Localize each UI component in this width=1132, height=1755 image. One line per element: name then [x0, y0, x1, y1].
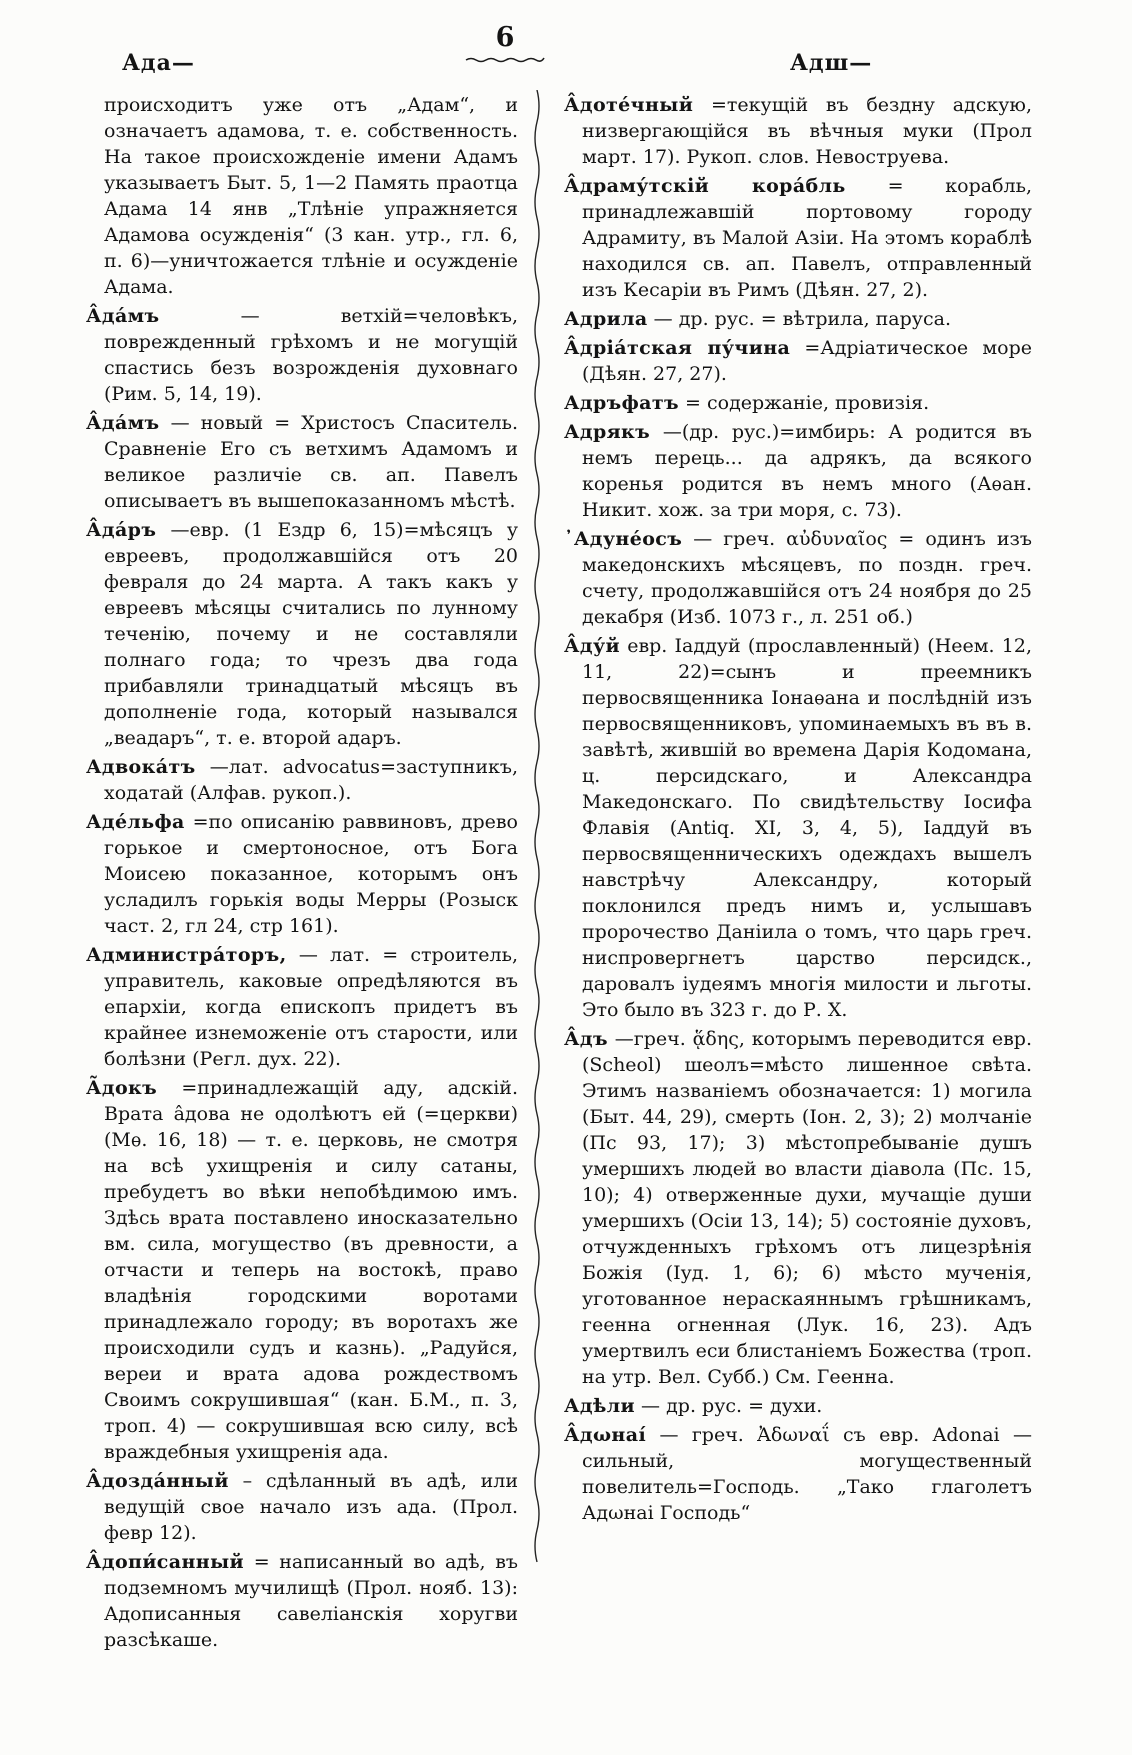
entry-body: —лат. advocatus=заступникъ, ходатай (Алфав. рукоп.). [104, 756, 518, 804]
dictionary-entry [564, 390, 1032, 416]
entry-headword: А̂драму́тскій кора́бль [564, 175, 846, 197]
dictionary-entry [564, 526, 1032, 630]
entry-body: = написанный во адѣ, въ подземномъ мучилищѣ (Прол. нояб. 13): Адописанныя савеліанскія хоругви разсѣкаше. [104, 1551, 518, 1651]
entry-body: — ветхій=человѣкъ, поврежденный грѣхомъ и не могущій спастись безъ возрожденія духовнаго (Рим. 5, 14, 19). [104, 305, 519, 405]
dictionary-entry [86, 303, 518, 407]
entry-headword: ᾿Адуне́осъ [564, 528, 683, 550]
left-column [86, 92, 518, 1656]
entry-body: – сдѣланный въ адѣ, или ведущій свое начало изъ ада. (Прол. февр 12). [104, 1470, 519, 1544]
dictionary-entry [564, 419, 1032, 523]
entry-body: происходитъ уже отъ „Адам“, и означаетъ адамова, т. е. собственность. На такое происхожденіе имени Адамъ указываетъ Быт. 5, 1—2 Память праотца Адама 14 янв „Тлѣніе упражняется Адамова осужденія“ (3 кан. утр., гл. 6, п. 6)—уничтожается тлѣніе и осужденіе Адама. [104, 94, 518, 298]
entry-body: — др. рус. = духи. [641, 1395, 823, 1417]
dictionary-entry [564, 1026, 1032, 1390]
entry-headword: Адвока́тъ [86, 756, 196, 778]
entry-headword: А̂дъ [564, 1028, 608, 1050]
entry-headword: Адръфатъ [564, 392, 679, 414]
dictionary-entry [86, 809, 518, 939]
entry-headword: А̂да́ръ [86, 519, 157, 541]
entry-body: — греч. αὐδυναῖος = одинъ изъ македонскихъ мѣсяцевъ, по поздн. греч. счету, продолжавшійся отъ 24 ноября до 25 декабря (Изб. 1073 г., л. 251 об.) [582, 528, 1033, 628]
dictionary-entry [564, 92, 1032, 170]
page-number: 6 [495, 22, 515, 53]
entry-body: = корабль, принадлежавшій портовому городу Адрамиту, въ Малой Азіи. На этомъ кораблѣ находился св. ап. Павелъ, отправленный изъ Кесаріи въ Римъ (Дѣян. 27, 2). [582, 175, 1032, 301]
entry-body: — новый = Христосъ Спаситель. Сравненіе Его съ ветхимъ Адамомъ и великое различіе св. ап. Павелъ описываетъ въ вышепоказанномъ мѣстѣ. [104, 412, 518, 512]
entry-body: =принадлежащій аду, адскій. Врата а̂дова не одолѣютъ ей (=церкви) (Мѳ. 16, 18) — т. е. церковь, не смотря на всѣ ухищренія и силу сатаны, пребудетъ во вѣки непобѣдимою имъ. Здѣсь врата поставлено иносказательно вм. сила, могущество (въ древности, а отчасти и теперь на востокѣ, право владѣнія городскими воротами принадлежало городу; въ воротахъ же происходили судъ и казнь). „Радуйся, вереи и врата адова рождествомъ Своимъ сокрушившая“ (кан. Б.М., п. 3, троп. 4) — сокрушившая всю силу, всѣ враждебныя ухищренія ада. [104, 1077, 518, 1463]
entry-headword: А̂допи́санный [86, 1551, 245, 1573]
entry-headword: Адрила [564, 308, 648, 330]
entry-headword: Адѣли [564, 1395, 635, 1417]
column-divider [532, 90, 542, 1570]
entry-headword: А̂дріа́тская пу́чина [564, 337, 791, 359]
entry-body: — лат. = строитель, управитель, каковые опредѣляются въ епархіи, когда епископъ придетъ въ крайнее изнеможеніе отъ старости, или болѣзни (Регл. дух. 22). [104, 944, 518, 1070]
dictionary-entry [86, 754, 518, 806]
entry-headword: Адрякъ [564, 421, 651, 443]
dictionary-entry [564, 1393, 1032, 1419]
dictionary-entry [564, 335, 1032, 387]
dictionary-entry [86, 1468, 518, 1546]
entry-headword: А̂дωнаі́ [564, 1424, 647, 1446]
entry-body: =по описанію раввиновъ, древо горькое и смертоносное, отъ Бога Моисею показанное, которымъ онъ усладилъ горькія воды Мерры (Розыск част. 2, гл 24, стр 161). [104, 811, 518, 937]
dictionary-entry [86, 942, 518, 1072]
dictionary-entry [564, 173, 1032, 303]
entry-headword: Аде́льфа [86, 811, 185, 833]
dictionary-entry [86, 1075, 518, 1465]
entry-body: =Адріатическое море (Дѣян. 27, 27). [582, 337, 1032, 385]
entry-headword: А̂доте́чный [564, 94, 694, 116]
entry-body: евр. Іаддуй (прославленный) (Неем. 12, 11, 22)=сынъ и преемникъ первосвященника Іонаѳана и послѣдній изъ первосвященниковъ, упоминаемыхъ въ въ в. завѣтѣ, жившій во времена Дарія Кодомана, ц. персидскаго, и Александра Македонскаго. По свидѣтельству Іосифа Флавія (Antiq. XI, 3, 4, 5), Іаддуй въ первосвященническихъ одеждахъ вышелъ навстрѣчу Александру, который поклонился предъ нимъ и, услышавъ пророчество Даніила о томъ, что царь греч. ниспровергнетъ царство персидск., даровалъ іудеямъ многія милости и льготы. Это было въ 323 г. до Р. Х. [582, 635, 1032, 1021]
entry-body: —евр. (1 Ездр 6, 15)=мѣсяцъ у евреевъ, продолжавшійся отъ 20 февраля до 24 марта. А такъ какъ у евреевъ мѣсяцы считались по лунному теченію, почему и не составляли полнаго года; то чрезъ два года прибавляли тринадцатый мѣсяцъ въ дополненіе года, который назывался „веадаръ“, т. е. второй адаръ. [104, 519, 518, 749]
entry-headword: А̂ду́й [564, 635, 620, 657]
entry-body: —греч. ᾅδης, которымъ переводится евр. (Scheol) шеолъ=мѣсто лишенное свѣта. Этимъ названіемъ обозначается: 1) могила (Быт. 44, 29), смерть (Іон. 2, 3); 2) молчаніе (Пс 93, 17); 3) мѣстопребываніе душъ умершихъ людей во власти діавола (Пс. 15, 10); 4) отверженные духи, мучащіе души умершихъ (Осіи 13, 14); 5) состояніе духовъ, отчужденныхъ грѣхомъ отъ лицезрѣнія Божія (Іуд. 1, 6); 6) мѣсто мученія, уготованное нераскаяннымъ грѣшникамъ, геенна огненная (Лук. 16, 23). Адъ умертвилъ еси блистаніемъ Божества (троп. на утр. Вел. Субб.) См. Геенна. [582, 1028, 1032, 1388]
entry-body: = содержаніе, провизія. [685, 392, 930, 414]
entry-body: =текущій въ бездну адскую, низвергающійся въ вѣчныя муки (Прол март. 17). Рукоп. слов. Невоструева. [582, 94, 1032, 168]
entry-headword: А̂да́мъ [86, 412, 160, 434]
dictionary-entry [564, 1422, 1032, 1526]
running-head-right: Адш— [790, 50, 873, 76]
entry-headword: Администра́торъ, [86, 944, 287, 966]
entry-headword: А̃докъ [86, 1077, 158, 1099]
dictionary-entry [86, 410, 518, 514]
entry-body: — греч. Ἀδωναΐ съ евр. Adonai — сильный, могущественный повелитель=Господь. „Тако глаголетъ Адωнаі Господь“ [582, 1424, 1032, 1524]
right-column [564, 92, 1032, 1529]
page-number-underline [464, 54, 546, 64]
entry-body: —(др. рус.)=имбирь: А родится въ немъ перець... да адрякъ, да всякого коренья родится въ немъ много (Аѳан. Никит. хож. за три моря, с. 73). [582, 421, 1032, 521]
dictionary-entry [86, 517, 518, 751]
running-head-left: Ада— [122, 50, 195, 76]
dictionary-entry [564, 633, 1032, 1023]
dictionary-entry [564, 306, 1032, 332]
entry-body: — др. рус. = вѣтрила, паруса. [653, 308, 951, 330]
entry-headword: А̂дозда́нный [86, 1470, 229, 1492]
dictionary-entry [86, 1549, 518, 1653]
dictionary-entry [86, 92, 518, 300]
entry-headword: А̂да́мъ [86, 305, 160, 327]
